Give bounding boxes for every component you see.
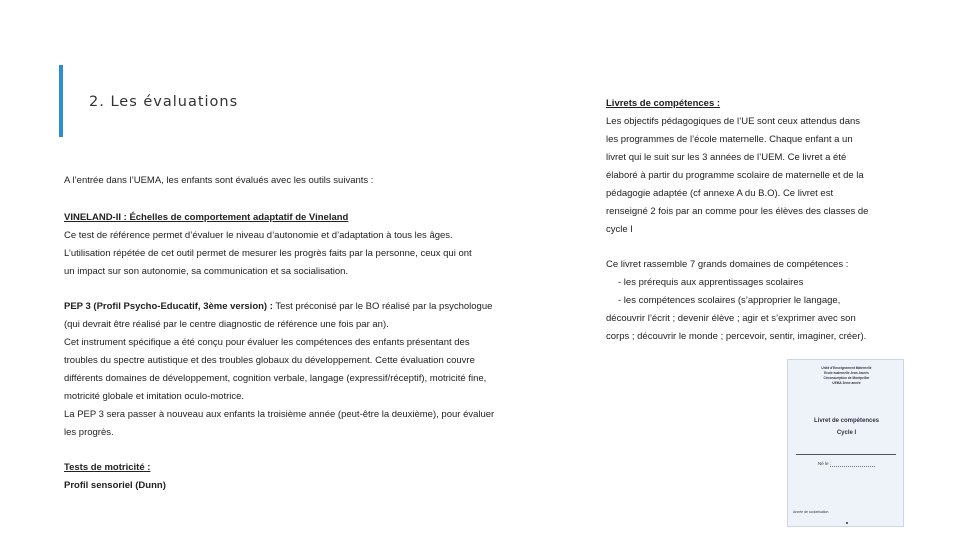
left-column [64, 172, 544, 495]
pep-line-1 [64, 298, 544, 316]
pep-line-2: (qui devrait être réalisé par le centre diagnostic de référence une fois par an). [64, 319, 389, 330]
domains-intro: Ce livret rassemble 7 grands domaines de compétences : [606, 259, 849, 270]
profil-sensoriel: Profil sensoriel (Dunn) [64, 480, 166, 491]
booklet-divider [796, 454, 896, 455]
livret-p1-line: élaboré à partir du programme scolaire de maternelle et de la [606, 170, 864, 181]
booklet-header-line: Circonscription de Montpellier [823, 376, 870, 380]
pep-line-1-rest: Test préconisé par le BO réalisé par la psychologue [272, 301, 493, 312]
livret-p1-line: livret qui le suit sur les 3 années de l’UEM. Ce livret a été [606, 152, 847, 163]
booklet-header [794, 366, 899, 386]
livrets-heading: Livrets de compétences : [606, 98, 721, 109]
booklet-field-label: Né le : [818, 461, 832, 466]
livret-p1-line: Les objectifs pédagogiques de l’UE sont ceux attendus dans [606, 116, 861, 127]
domain-bullet-2: - les compétences scolaires (s’approprier le langage, [618, 295, 841, 306]
booklet-field-line [830, 466, 875, 467]
booklet-title-line-1: Livret de compétences [813, 418, 880, 424]
pep-line-3: Cet instrument spécifique a été conçu pour évaluer les compétences des enfants présentant des [64, 337, 470, 348]
pep-line-5: différents domaines de développement, cognition verbale, langage (expressif/réceptif), motricité fine, [64, 373, 487, 384]
pep-line-8: les progrès. [64, 427, 114, 438]
vineland-line-1: Ce test de référence permet d’évaluer le niveau d’autonomie et d’adaptation à tous les âges. [64, 230, 453, 241]
booklet-footer: Année de scolarisation [793, 510, 829, 514]
vineland-heading: VINELAND-II : Échelles de comportement adaptatif de Vineland [64, 212, 349, 223]
motricite-heading: Tests de motricité : [64, 462, 151, 473]
domains-line-5: corps ; découvrir le monde ; percevoir, sentir, imaginer, créer). [606, 331, 867, 342]
booklet-title [794, 415, 899, 439]
livret-p1-line: les programmes de l’école maternelle. Chaque enfant a un [606, 134, 853, 145]
livret-p1-line: renseigné 2 fois par an comme pour les élèves des classes de [606, 206, 869, 217]
intro-text: A l’entrée dans l’UEMA, les enfants sont évalués avec les outils suivants : [64, 175, 374, 186]
livret-p1-line: pédagogie adaptée (cf annexe A du B.O). Ce livret est [606, 188, 834, 199]
pep-heading: PEP 3 (Profil Psycho-Educatif, 3ème version) : [64, 301, 273, 312]
booklet-dot [846, 522, 848, 524]
page-title: 2. Les évaluations [89, 94, 239, 110]
booklet-header-line: Unité d’Enseignement Maternelle [821, 366, 872, 370]
booklet-title-line-2: Cycle I [836, 430, 857, 436]
booklet-cover-image [787, 359, 904, 527]
livret-p1-line: cycle I [606, 224, 633, 235]
title-accent-bar [59, 65, 63, 137]
vineland-line-3: un impact sur son autonomie, sa communication et sa socialisation. [64, 266, 349, 277]
pep-line-4: troubles du spectre autistique et des troubles globaux du développement. Cette évaluation couvre [64, 355, 475, 366]
booklet-header-line: UEMA 3ème année [832, 381, 861, 385]
pep-line-7: La PEP 3 sera passer à nouveau aux enfants la troisième année (peut-être la deuxième), pour évaluer [64, 409, 495, 420]
right-column [606, 95, 908, 346]
domains-line-4: découvrir l’écrit ; devenir élève ; agir et s’exprimer avec son [606, 313, 856, 324]
vineland-line-2: L’utilisation répétée de cet outil permet de mesurer les progrès faits par la personne, ceux qui ont [64, 248, 472, 259]
booklet-header-line: Ecole maternelle Jean Jaurès [824, 371, 869, 375]
pep-line-6: motricité globale et imitation oculo-motrice. [64, 391, 245, 402]
domain-bullet-1: - les prérequis aux apprentissages scolaires [618, 277, 804, 288]
